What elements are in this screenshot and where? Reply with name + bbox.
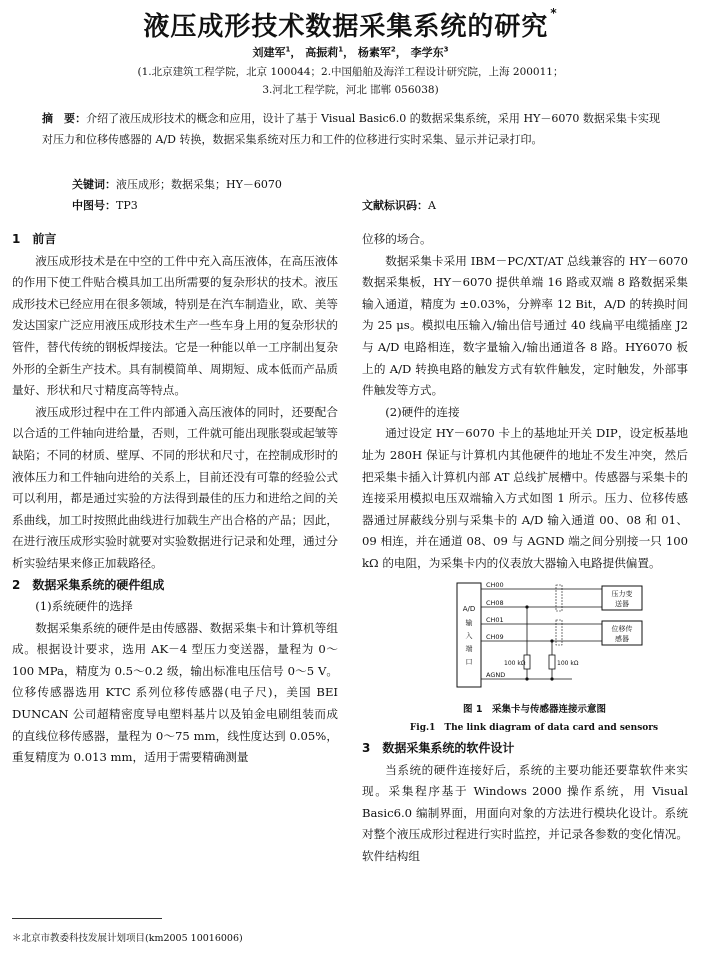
keywords-text: 液压成形；数据采集；HY－6070 <box>116 178 282 191</box>
keywords-label: 关键词： <box>72 178 116 191</box>
author-list: 刘建军$^1$， 高振莉$^1$， 杨素军$^2$， 李学东$^3$ <box>252 45 449 59</box>
junction-dot <box>550 677 553 680</box>
ad-box-label: 入 <box>465 631 473 640</box>
class-number-value: TP3 <box>116 199 138 212</box>
abstract-text: 介绍了液压成形技术的概念和应用，设计了基于 Visual Basic6.0 的数据采集系统，采用 HY－6070 数据采集卡实现对压力和位移传感器的 A/D 转换，数据采集系统对压力和工件的位移进行实时采集、显示并记录打印。 <box>42 112 660 146</box>
class-number <box>72 197 138 213</box>
agnd-label: AGND <box>486 670 506 679</box>
channel-label: CH00 <box>486 580 504 589</box>
resistor-value: 100 kΩ <box>557 659 579 667</box>
paragraph: 数据采集系统的硬件是由传感器、数据采集卡和计算机等组成。根据设计要求，选用 AK－4 型压力变送器，量程为 0～100 MPa，精度为 0.5～0.2 级，输出标准电压信号 0～5 V。位移传感器选用 KTC 系列位移传感器(电子尺)，美国 BEI DUNCAN 公司超精密度导电塑料基片以及铂金电刷组装而成的直线位移传感器，量程为 0～75 mm，线性度达到 0.05%，重复精度为 0.013 mm，适用于需要精确测量 <box>12 620 338 765</box>
sensor-label: 感器 <box>615 634 629 643</box>
ad-box-label: 端 <box>465 644 473 653</box>
left-column <box>12 229 338 769</box>
document-code <box>362 197 436 213</box>
paragraph: 通过设定 HY－6070 卡上的基地址开关 DIP，设定板基地址为 280H 保证与计算机内其他硬件的地址不发生冲突，然后把采集卡插入计算机内部 AT 总线扩展槽中。传感器与采集卡的连接采用模拟电压双端输入方式如图 1 所示。压力、位移传感器通过屏蔽线分别与采集卡的 A/D 输入通道 00、08 和 01、09 相连，并在通道 08、09 与 AGND 端之间分别接一只 100 kΩ 的电阻，为采集卡内的仪表放大器输入电路提供偏置。 <box>362 426 688 570</box>
ad-box-label: A/D <box>462 604 476 613</box>
section-heading: 1 前言 <box>12 232 57 246</box>
author: 李学东$^3$ <box>410 45 449 59</box>
footnote-rule <box>12 918 162 919</box>
author: 杨素军$^2$ <box>357 45 396 59</box>
paper-title <box>0 6 701 43</box>
resistor <box>549 655 555 669</box>
right-column <box>362 229 688 868</box>
sensor-label: 压力变 <box>611 589 633 598</box>
class-number-label: 中图号： <box>72 199 116 212</box>
author: 刘建军$^1$ <box>252 45 291 59</box>
document-code-label: 文献标识码： <box>362 199 428 212</box>
abstract <box>42 108 660 150</box>
title-text: 液压成形技术数据采集系统的研究 <box>143 12 549 42</box>
paragraph: 液压成形技术是在中空的工件中充入高压液体，在高压液体的作用下使工件贴合模具加工出所需要的复杂形状的技术。液压成形技术已经应用在很多领域，特别是在汽车制造业，欧、美等发达国家广泛应用液压成形技术生产一些车身上用的复杂形状的管件，替代传统的钢板焊接法。它是一种能以单一工序制出复杂外形的全新生产技术。具有制模简单、周期短、成本低而产品质量好、形状和尺寸精度高等特点。 <box>12 253 338 398</box>
figure-caption: 图 1 采集卡与传感器连接示意图 <box>463 704 606 716</box>
figure-caption-english: Fig.1 The link diagram of data card and sensors <box>409 723 659 734</box>
section-heading: 2 数据采集系统的硬件组成 <box>12 577 165 592</box>
title-footnote-mark: * <box>550 6 558 20</box>
ad-box-label: 输 <box>465 618 473 627</box>
paragraph: 位移的场合。 <box>362 232 432 246</box>
channel-label: CH09 <box>486 632 504 641</box>
section-heading: 3 数据采集系统的软件设计 <box>362 741 515 756</box>
junction-dot <box>525 677 528 680</box>
paragraph: 液压成形过程中在工件内部通入高压液体的同时，还要配合以合适的工件轴向进给量，否则，工件就可能出现胀裂或起皱等缺陷；不同的材质、壁厚、不同的形状和尺寸，在控制成形时的液体压力和工件轴向进给的关系上，目前还没有可靠的经验公式可以利用，都是通过实验的方法得到最佳的压力和进给之间的关系曲线，加工时按照此曲线进行加载生产出合格的产品；因此，在进行液压成形实验时就要对实验数据进行记录和处理，通过分析实验结果来修正加载路径。 <box>12 404 338 570</box>
channel-label: CH08 <box>486 598 504 607</box>
affiliation-line: (1.北京建筑工程学院，北京 100044；2.中国船舶及海洋工程设计研究院，上海 200011； <box>137 66 564 78</box>
abstract-label: 摘 要： <box>42 112 87 125</box>
ad-box-label: 口 <box>465 657 473 666</box>
sensor-label: 位移传 <box>611 624 633 633</box>
paragraph: 数据采集卡采用 IBM－PC/XT/AT 总线兼容的 HY－6070 数据采集板，HY－6070 提供单端 16 路或双端 8 路数据采集输入通道，精度为 ±0.03%，分辨率 12 Bit，A/D 的转换时间为 25 μs。模拟电压输入/输出信号通过 40 线扁平电缆插座 J2 与 A/D 电路相连，数字量输入/输出通道各 8 路。HY6070 板上的 A/D 转换电路的触发方式有软件触发，定时触发，外部事件触发等方式。 <box>362 253 688 398</box>
subsection-heading: (1)系统硬件的选择 <box>35 599 133 614</box>
author: 高振莉$^1$ <box>305 45 344 59</box>
sensor-label: 送器 <box>615 599 629 608</box>
resistor-value: 100 kΩ <box>504 659 526 667</box>
junction-dot <box>550 639 553 642</box>
paragraph: 当系统的硬件连接好后，系统的主要功能还要靠软件来实现。采集程序基于 Windows 2000 操作系统，用 Visual Basic6.0 编制界面，用面向对象的方法进行模块化设计。系统对整个液压成形过程进行实时监控，并记录各参数的变化情况。软件结构组 <box>362 762 688 864</box>
subsection-heading: (2)硬件的连接 <box>385 404 460 419</box>
connection-diagram <box>362 581 688 693</box>
footnote: ＊北京市教委科技发展计划项目(km2005 10016006) <box>12 933 243 944</box>
channel-label: CH01 <box>486 615 504 624</box>
keywords <box>72 176 282 192</box>
junction-dot <box>525 605 528 608</box>
affiliation-line: 3.河北工程学院，河北 邯郸 056038) <box>262 84 439 96</box>
document-code-value: A <box>428 199 436 212</box>
